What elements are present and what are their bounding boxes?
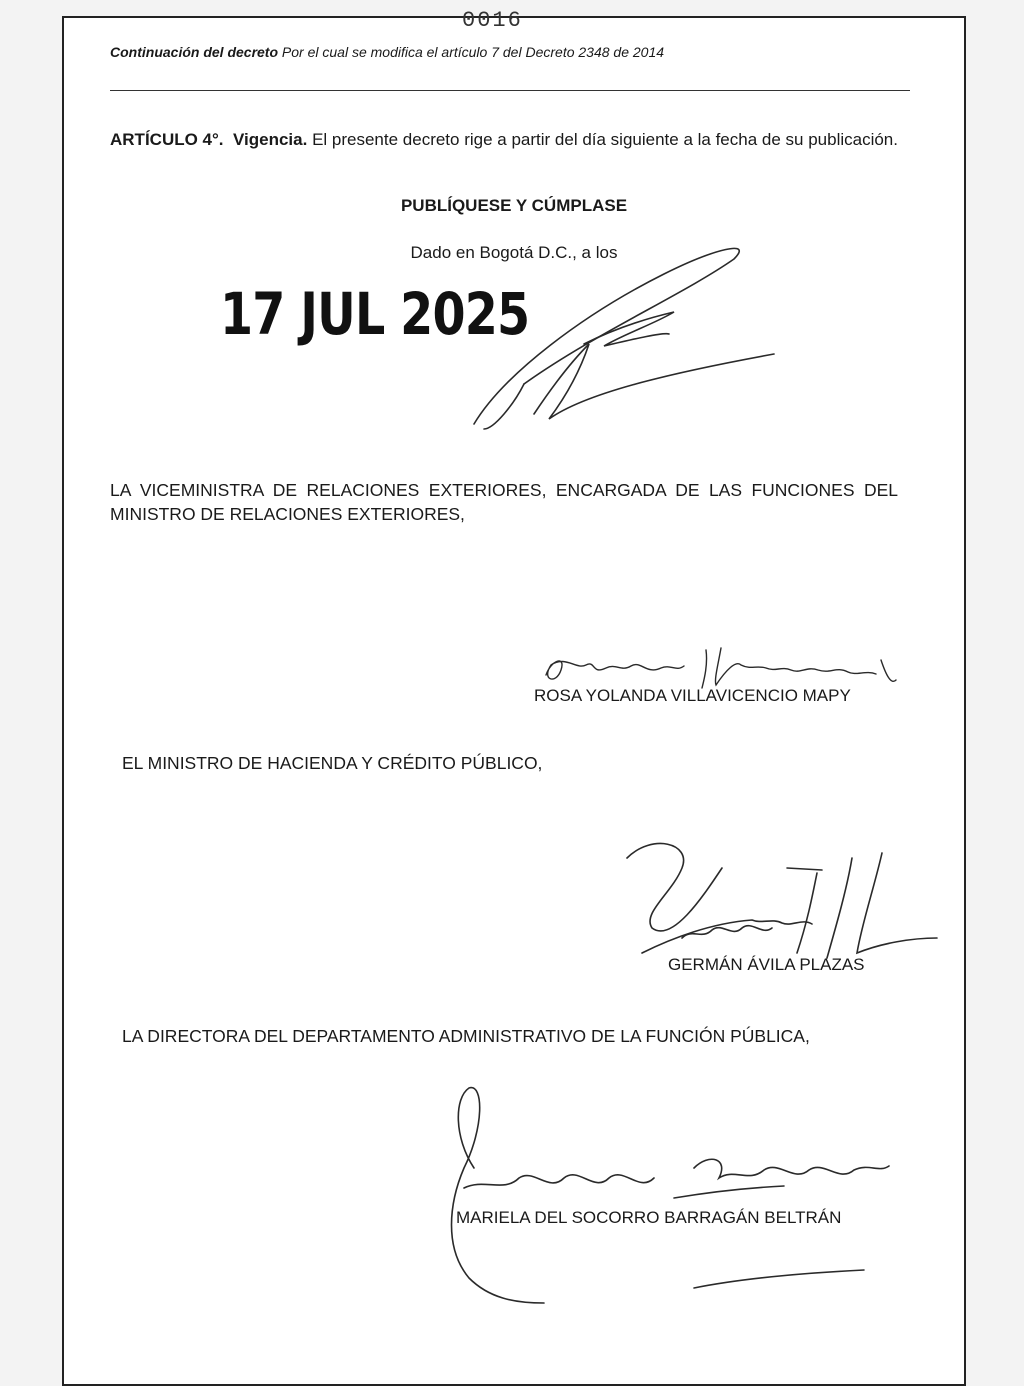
signatory-name-2: GERMÁN ÁVILA PLAZAS xyxy=(668,955,865,974)
presidential-signature xyxy=(464,234,784,434)
header-divider xyxy=(110,90,910,91)
document-page xyxy=(62,8,966,1386)
signatory-title-1: LA VICEMINISTRA DE RELACIONES EXTERIORES, ENCARGADA DE LAS FUNCIONES DEL MINISTRO DE RELACIONES EXTERIORES, xyxy=(110,480,898,524)
signatory-title-3: LA DIRECTORA DEL DEPARTAMENTO ADMINISTRATIVO DE LA FUNCIÓN PÚBLICA, xyxy=(122,1026,810,1046)
article-4 xyxy=(110,128,914,152)
signatory-name-3: MARIELA DEL SOCORRO BARRAGÁN BELTRÁN xyxy=(456,1208,842,1227)
page-number-mark: 0016 xyxy=(462,8,523,33)
article-number: ARTÍCULO 4°. xyxy=(110,130,224,149)
publiquese-heading: PUBLÍQUESE Y CÚMPLASE xyxy=(400,196,628,215)
header-label: Continuación del decreto xyxy=(110,44,279,60)
signatory-name-1: ROSA YOLANDA VILLAVICENCIO MAPY xyxy=(534,686,851,705)
dado-en-text: Dado en Bogotá D.C., a los xyxy=(410,243,618,262)
signatory-title-2: EL MINISTRO DE HACIENDA Y CRÉDITO PÚBLICO, xyxy=(122,753,543,773)
date-stamp: 17 JUL 2025 xyxy=(220,280,530,348)
article-text: El presente decreto rige a partir del día siguiente a la fecha de su publicación. xyxy=(312,130,898,149)
document-header xyxy=(110,44,664,60)
article-title: Vigencia. xyxy=(232,130,308,149)
header-text: Por el cual se modifica el artículo 7 del Decreto 2348 de 2014 xyxy=(281,44,665,60)
signature-barragan xyxy=(424,1078,894,1318)
